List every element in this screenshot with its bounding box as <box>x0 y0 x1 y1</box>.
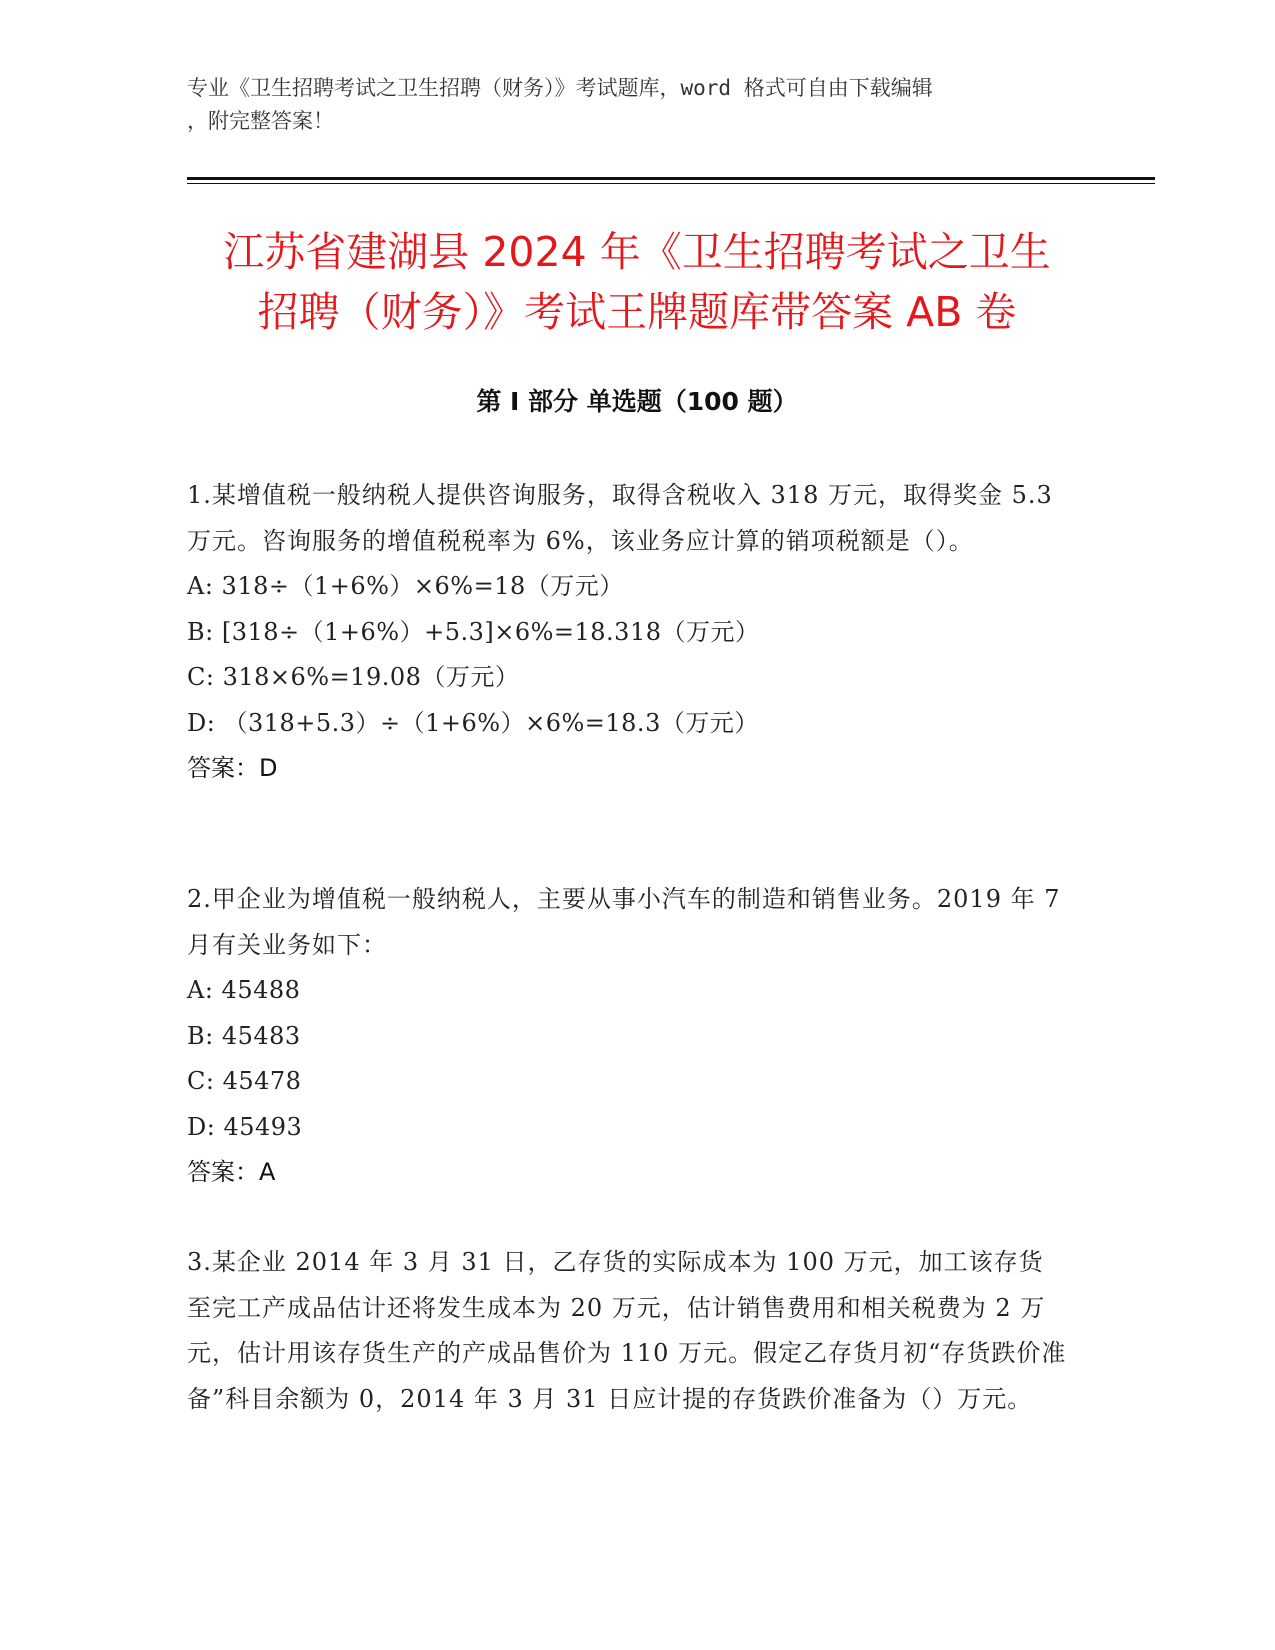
header-note-line-1: 专业《卫生招聘考试之卫生招聘（财务）》考试题库，word 格式可自由下载编辑 <box>187 76 933 100</box>
header-note-line-2: ，附完整答案！ <box>187 109 334 133</box>
option-d: D: 45493 <box>187 1112 303 1141</box>
answer: 答案：D <box>187 754 278 782</box>
option-a: A: 318÷（1+6%）×6%=18（万元） <box>187 572 624 600</box>
answer: 答案：A <box>187 1158 276 1186</box>
question-stem: 2.甲企业为增值税一般纳税人，主要从事小汽车的制造和销售业务。2019 年 7 月有关业务如下： <box>187 885 1061 959</box>
option-b: B: [318÷（1+6%）+5.3]×6%=18.318（万元） <box>187 617 760 646</box>
option-d: D: （318+5.3）÷（1+6%）×6%=18.3（万元） <box>187 708 759 737</box>
option-a: A: 45488 <box>187 976 301 1004</box>
header-divider-thick <box>187 177 1155 180</box>
document-title <box>187 222 1087 342</box>
option-c: C: 45478 <box>187 1067 302 1095</box>
option-c: C: 318×6%=19.08（万元） <box>187 663 520 691</box>
question-2 <box>187 877 1067 1195</box>
document-title-line-1: 江苏省建湖县 2024 年《卫生招聘考试之卫生 <box>223 228 1051 276</box>
header-divider-thin <box>187 183 1155 184</box>
question-stem: 1.某增值税一般纳税人提供咨询服务，取得含税收入 318 万元，取得奖金 5.3 万元。咨询服务的增值税税率为 6%，该业务应计算的销项税额是（）。 <box>187 481 1053 555</box>
question-stem: 3.某企业 2014 年 3 月 31 日，乙存货的实际成本为 100 万元，加工该存货至完工产成品估计还将发生成本为 20 万元，估计销售费用和相关税费为 2 万元，估计用该存货生产的产成品售价为 110 万元。假定乙存货月初“存货跌价准备”科目余额为 0，2014 年 3 月 31 日应计提的存货跌价准备为（）万元。 <box>187 1248 1067 1413</box>
question-3 <box>187 1240 1067 1422</box>
question-1 <box>187 473 1067 791</box>
header-note <box>187 72 1087 138</box>
section-title: 第 I 部分 单选题（100 题） <box>476 387 798 416</box>
option-b: B: 45483 <box>187 1021 301 1050</box>
document-title-line-2: 招聘（财务）》考试王牌题库带答案 AB 卷 <box>257 288 1017 336</box>
